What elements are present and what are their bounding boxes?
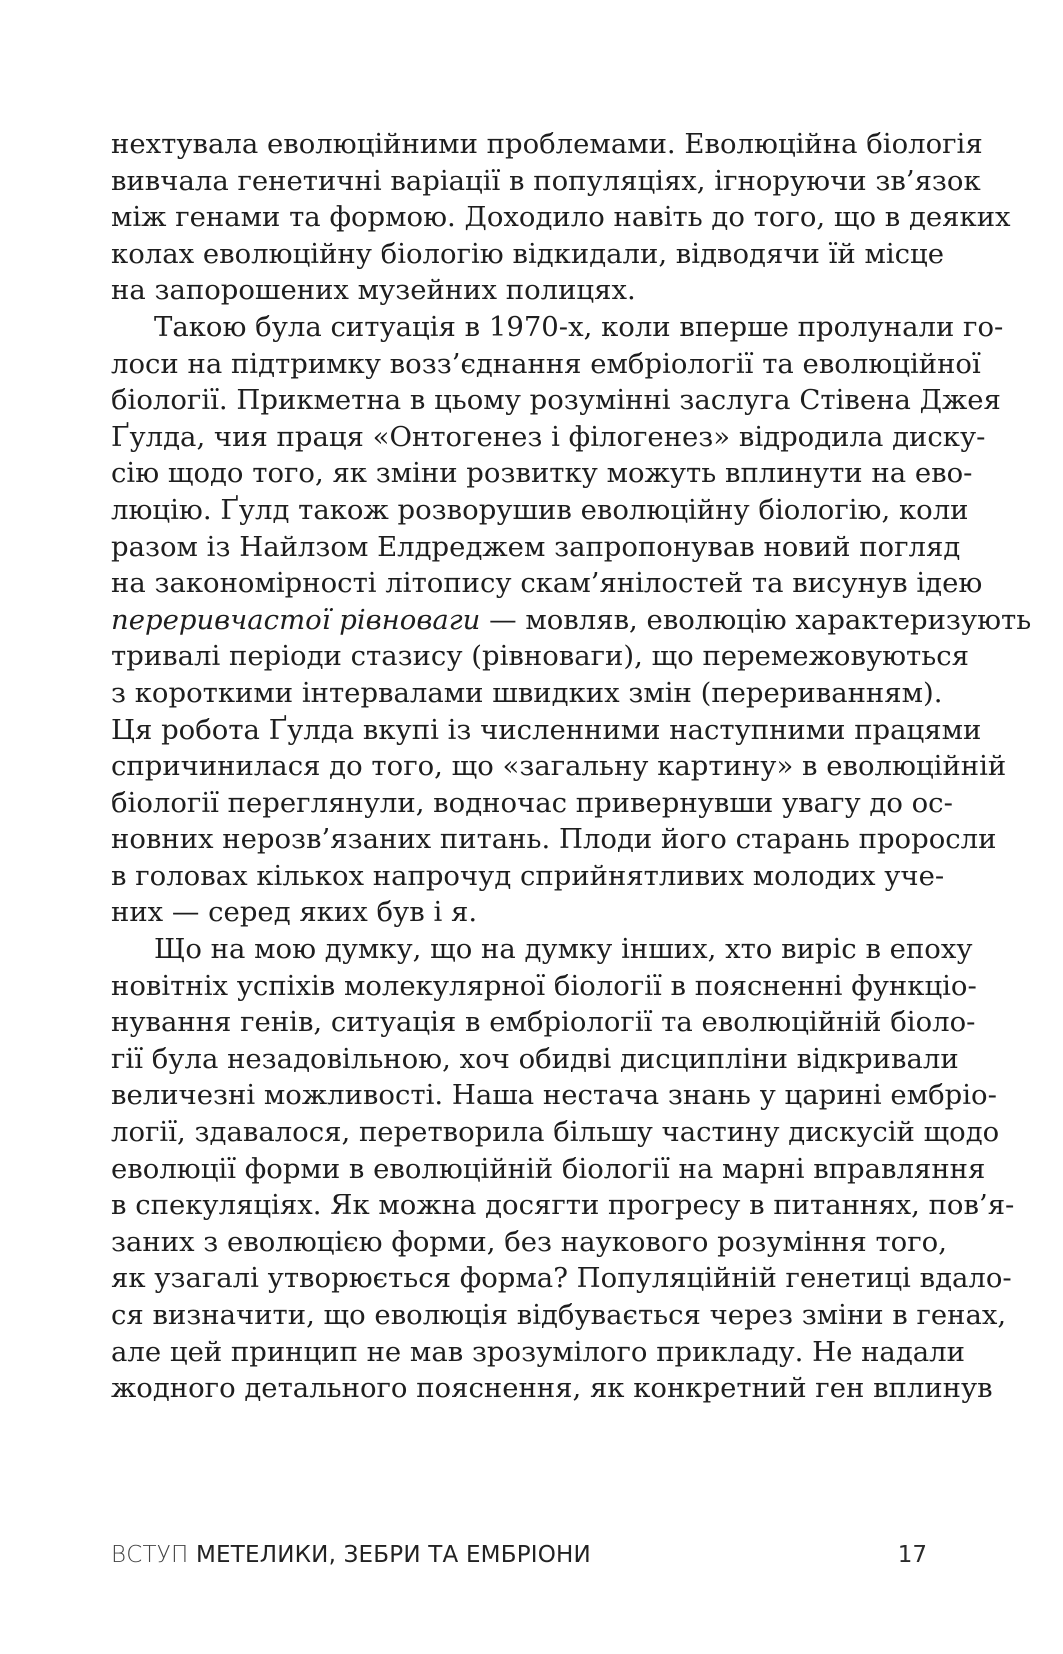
text-line: разом із Найлзом Елдреджем запропонував новий погляд (111, 530, 961, 563)
text-line: гії була незадовільною, хоч обидві дисципліни відкривали (111, 1042, 959, 1075)
running-title (111, 1542, 591, 1568)
text-line: заних з еволюцією форми, без наукового розуміння того, (111, 1225, 947, 1258)
body-text (111, 126, 1032, 1407)
part-label: ВСТУП (111, 1542, 189, 1568)
text-line: нування генів, ситуація в ембріології та еволюційній біоло- (111, 1006, 976, 1039)
text-line: Ґулда, чия праця «Онтогенез і філогенез» відродила диску- (111, 420, 986, 453)
text-line: жодного детального пояснення, як конкретний ген вплинув (111, 1372, 993, 1405)
text-line-rest: — мовляв, еволюцію характеризують (480, 603, 1032, 636)
text-line: колах еволюційну біологію відкидали, відводячи їй місце (111, 237, 944, 270)
page-number: 17 (897, 1542, 927, 1568)
text-line: на закономірності літопису скам’янілостей та висунув ідею (111, 567, 983, 600)
text-line: біології переглянули, водночас привернувши увагу до ос- (111, 786, 953, 819)
emphasized-term: переривчастої рівноваги (111, 603, 481, 636)
text-line: спричинилася до того, що «загальну картину» в еволюційній (111, 750, 1007, 783)
text-line-with-emphasis (111, 602, 1032, 639)
text-line: на запорошених музейних полицях. (111, 274, 636, 307)
text-line: як узагалі утворюється форма? Популяційній генетиці вдало- (111, 1262, 1012, 1295)
running-footer (111, 1542, 927, 1578)
text-line: ся визначити, що еволюція відбувається через зміни в генах, (111, 1299, 1007, 1331)
text-line: Ця робота Ґулда вкупі із численними наступними працями (111, 713, 982, 746)
text-line: еволюції форми в еволюційній біології на марні вправляння (111, 1152, 986, 1185)
text-line: біології. Прикметна в цьому розумінні заслуга Стівена Джея (111, 384, 1001, 417)
text-line: них — серед яких був і я. (111, 896, 478, 929)
text-line: в головах кількох напрочуд сприйнятливих молодих уче- (111, 859, 945, 892)
text-line: Що на мою думку, що на думку інших, хто виріс в епоху (154, 933, 973, 966)
text-line: в спекуляціях. Як можна досягти прогресу в питаннях, пов’я- (111, 1189, 1015, 1222)
text-line: новних нерозв’язаних питань. Плоди його старань проросли (111, 823, 997, 856)
text-line: тривалі періоди стазису (рівноваги), що перемежовуються (111, 640, 969, 673)
text-line: нехтувала еволюційними проблемами. Еволюційна біологія (111, 128, 983, 160)
text-line: сію щодо того, як зміни розвитку можуть вплинути на ево- (111, 457, 973, 490)
text-line: між генами та формою. Доходило навіть до того, що в деяких (111, 201, 1011, 234)
text-line: новітніх успіхів молекулярної біології в поясненні функціо- (111, 969, 977, 1002)
text-line: вивчала генетичні варіації в популяціях, ігноруючи зв’язок (111, 164, 981, 197)
text-line: логії, здавалося, перетворила більшу частину дискусій щодо (111, 1116, 1000, 1149)
text-line: Такою була ситуація в 1970-х, коли вперше пролунали го- (154, 310, 1004, 343)
text-line: люцію. Ґулд також розворушив еволюційну біологію, коли (111, 493, 969, 526)
text-line: з короткими інтервалами швидких змін (перериванням). (111, 676, 943, 709)
chapter-title: МЕТЕЛИКИ, ЗЕБРИ ТА ЕМБРІОНИ (196, 1542, 591, 1568)
text-line: але цей принцип не мав зрозумілого прикладу. Не надали (111, 1335, 965, 1368)
text-line: величезні можливості. Наша нестача знань у царині ембріо- (111, 1079, 997, 1112)
text-line: лоси на підтримку возз’єднання ембріології та еволюційної (111, 347, 981, 380)
